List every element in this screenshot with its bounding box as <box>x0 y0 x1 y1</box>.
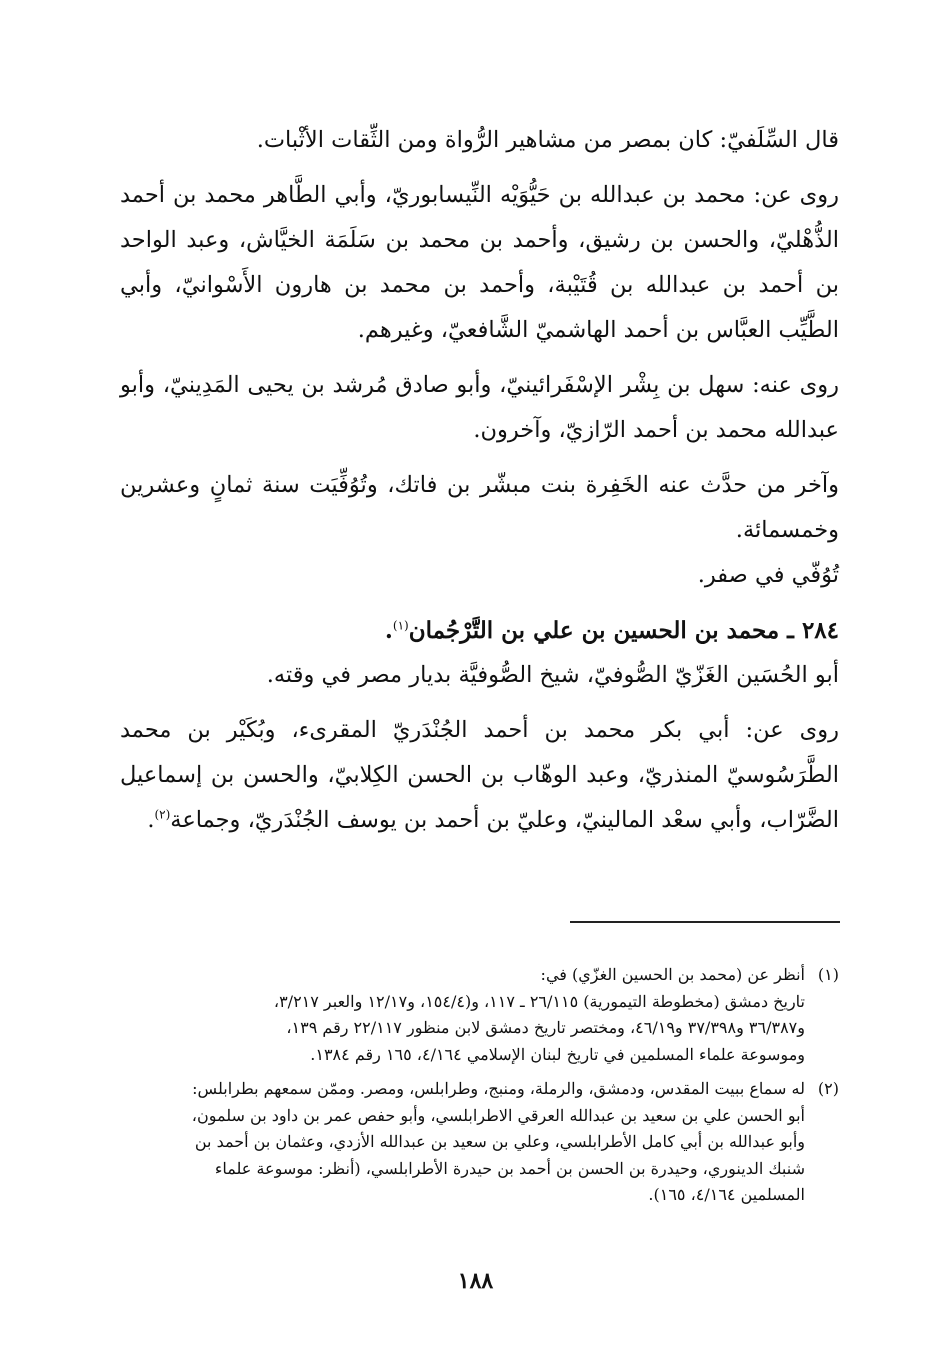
footnote-line: المسلمين ٤/١٦٤، ١٦٥). <box>648 1185 805 1204</box>
paragraph-gap <box>120 598 839 608</box>
paragraph-salafi-quote: قال السِّلَفيّ: كان بمصر من مشاهير الرُّواة ومن الثِّقات الأثْبات. <box>256 127 839 153</box>
footnote-line: و٣٦/٣٨٧ و٣٧/٣٩٨ و٤٦/١٩، ومختصر تاريخ دمشق لابن منظور ٢٢/١١٧ رقم ١٣٩، <box>286 1018 805 1037</box>
footnote-number: (١) <box>817 965 839 984</box>
entry-heading <box>120 608 839 653</box>
footnote-ref-2[interactable]: (٢) <box>154 807 171 822</box>
footnote-line: أنظر عن (محمد بن الحسين الغزّي) في: <box>540 965 805 984</box>
footnote-line: تاريخ دمشق (مخطوطة التيمورية) ٢٦/١١٥ ـ ١١٧، و(١٥٤/٤، و١٢/١٧ والعبر ٣/٢١٧، <box>273 991 805 1011</box>
footnote-ref-1[interactable]: (١) <box>392 618 409 633</box>
footnote-line: له سماع ببيت المقدس، ودمشق، والرملة، ومنبج، وطرابلس، ومصر. وممّن سمعهم بطرابلس: <box>192 1079 805 1098</box>
paragraph-gap <box>120 353 839 363</box>
paragraph-entry-narrated-from <box>120 708 839 843</box>
entry-heading-end: . <box>384 617 393 644</box>
page-number: ١٨٨ <box>457 1268 494 1294</box>
footnotes <box>110 962 839 1217</box>
footnote-line: وموسوعة علماء المسلمين في تاريخ لبنان الإسلامي ٤/١٦٤، ١٦٥ رقم ١٣٨٤. <box>310 1044 805 1064</box>
paragraph-gap <box>120 698 839 708</box>
footnote-2 <box>110 1076 839 1209</box>
paragraph-entry-end: . <box>147 807 155 833</box>
footnote-body <box>110 962 805 1068</box>
footnote-line: وأبو عبدالله بن أبي كامل الأطرابلسي، وعلي بن سعيد بن عبدالله الأزدي، وعثمان بن أحمد بن <box>194 1132 805 1151</box>
paragraph-kunya: أبو الحُسَين الغَزّيّ الصُّوفيّ، شيخ الصُّوفيَّة بديار مصر في وقته. <box>266 662 839 688</box>
footnote-separator <box>570 921 840 923</box>
entry-heading-text: ٢٨٤ ـ محمد بن الحسين بن علي بن التَّرْجُمان <box>408 617 839 644</box>
footnote-number: (٢) <box>817 1079 839 1098</box>
footnote-body <box>110 1076 805 1209</box>
footnote-1 <box>110 962 839 1068</box>
paragraph-last-narrator: وآخر من حدَّث عنه الخَفِرة بنت مبشّر بن فاتك، وتُوُفِّيَت سنة ثمانٍ وعشرين وخمسمائة. <box>120 472 839 543</box>
paragraph-death-date: تُوُفّي في صفر. <box>697 562 839 588</box>
paragraph-gap <box>120 453 839 463</box>
paragraph-entry-narrated-from-text: روى عن: أبي بكر محمد بن أحمد الجُنْدَريّ المقرىء، وبُكَيْر بن محمد الطَّرَسُوسيّ المنذريّ، وعبد الوهّاب بن الحسن الكِلابيّ، والحسن بن إسماعيل الضَّرّاب، وأبي سعْد المالينيّ، وعليّ بن أحمد بن يوسف الجُنْدَريّ، وجماعة <box>120 717 839 833</box>
paragraph-narrated-by: روى عنه: سهل بن بِشْر الإسْفَرائينيّ، وأبو صادق مُرشد بن يحيى المَدِينيّ، وأبو عبدالله محمد بن أحمد الرّازيّ، وآخرون. <box>120 372 839 443</box>
paragraph-narrated-from: روى عن: محمد بن عبدالله بن حَيُّوَيْه النِّيسابوريّ، وأبي الطَّاهر محمد بن أحمد الذُّهْليّ، والحسن بن رشيق، وأحمد بن محمد بن سَلَمَة الخيَّاش، وعبد الواحد بن أحمد بن عبدالله بن قُتَيْبة، وأحمد بن محمد بن هارون الأَسْوانيّ، وأبي الطَّيِّب العبَّاس بن أحمد الهاشميّ الشَّافعيّ، وغيرهم. <box>120 182 839 343</box>
paragraph-gap <box>120 163 839 173</box>
footnote-line: أبو الحسن علي بن سعيد بن عبدالله العرقي الاطرابلسي، وأبو حفص عمر بن داود بن سلمون، <box>191 1105 805 1125</box>
footnote-line: شنبك الدينوري، وحيدرة بن الحسن بن أحمد بن حيدرة الأطرابلسي، (أنظر: موسوعة علماء <box>214 1158 805 1178</box>
